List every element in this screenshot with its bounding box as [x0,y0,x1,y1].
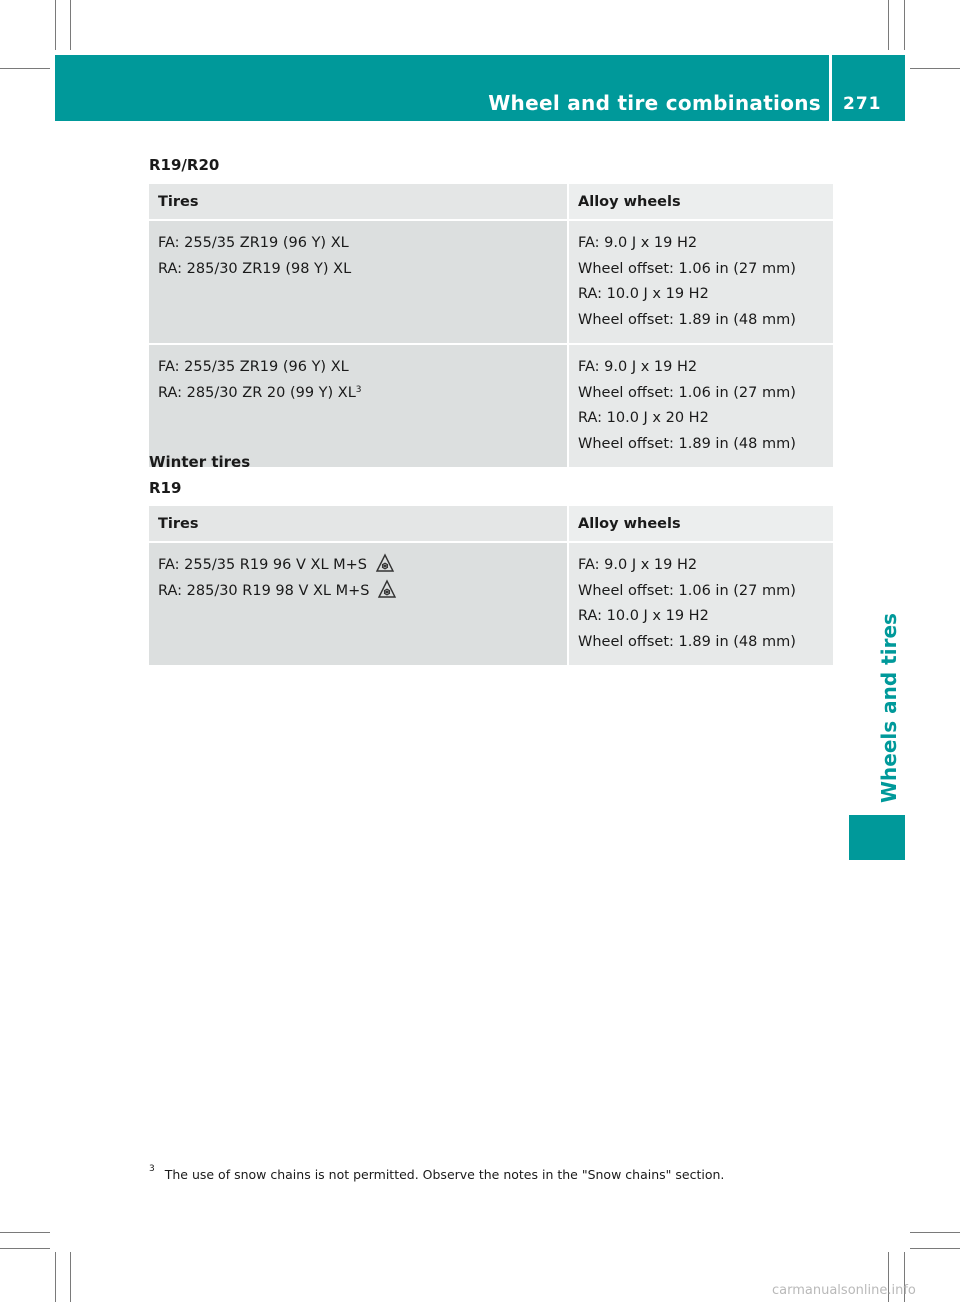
page-header [55,55,905,121]
column-header-tires: Tires [149,506,568,542]
crop-mark [0,1248,50,1249]
crop-mark [55,1252,56,1302]
wheel-spec: FA: 9.0 J x 19 H2 [578,235,698,251]
page-title: Wheel and tire combinations [488,91,821,115]
footnote [149,1164,725,1182]
wheel-spec: Wheel offset: 1.06 in (27 mm) [578,582,796,599]
watermark: carmanualsonline.info [772,1283,916,1298]
wheels-cell [568,542,833,665]
page-number: 271 [843,94,882,114]
column-header-tires: Tires [149,184,568,220]
wheel-spec: FA: 9.0 J x 19 H2 [578,557,698,573]
chapter-tab-label: Wheels and tires [877,613,901,803]
wheel-spec: Wheel offset: 1.89 in (48 mm) [578,435,796,452]
crop-mark [0,68,50,69]
crop-mark [910,1232,960,1233]
crop-mark [888,0,889,50]
tire-spec: RA: 285/30 R19 98 V XL M+S [158,582,370,599]
column-header-alloy-wheels: Alloy wheels [568,506,833,542]
tire-spec-with-icon [158,553,558,579]
chapter-tab [849,121,905,809]
table-row [149,344,833,467]
tire-spec-with-footnote [158,381,558,407]
crop-mark [910,68,960,69]
section-heading: R19/R20 [149,156,220,174]
wheel-spec: Wheel offset: 1.06 in (27 mm) [578,260,796,277]
header-divider [829,55,832,121]
footnote-text: The use of snow chains is not permitted. Observe the notes in the "Snow chains" section. [164,1167,725,1182]
section-heading: Winter tires [149,453,251,471]
chapter-marker [849,815,905,860]
tires-cell [149,542,568,665]
tire-table-r19-r20 [149,184,833,467]
tire-spec: RA: 285/30 ZR 20 (99 Y) XL [158,384,356,401]
tire-spec: FA: 255/35 ZR19 (96 Y) XL [158,359,349,375]
wheel-spec: Wheel offset: 1.06 in (27 mm) [578,384,796,401]
crop-mark [904,0,905,50]
table-row [149,220,833,344]
wheels-cell [568,220,833,344]
footnote-marker: 3 [355,384,362,395]
column-header-alloy-wheels: Alloy wheels [568,184,833,220]
tire-spec: RA: 285/30 ZR19 (98 Y) XL [158,260,352,277]
wheel-spec: Wheel offset: 1.89 in (48 mm) [578,311,796,328]
tires-cell [149,220,568,344]
wheel-spec: FA: 9.0 J x 19 H2 [578,359,698,375]
crop-mark [70,0,71,50]
mountain-snowflake-icon [377,579,397,599]
crop-mark [910,1248,960,1249]
footnote-number: 3 [149,1164,155,1174]
winter-tire-table-r19 [149,506,833,665]
section-subheading: R19 [149,479,182,497]
tires-cell [149,344,568,467]
wheels-cell [568,344,833,467]
crop-mark [55,0,56,50]
crop-mark [70,1252,71,1302]
tire-spec-with-icon [158,579,558,605]
wheel-spec: RA: 10.0 J x 20 H2 [578,410,709,426]
tire-spec: FA: 255/35 R19 96 V XL M+S [158,557,367,573]
wheel-spec: RA: 10.0 J x 19 H2 [578,286,709,302]
wheel-spec: Wheel offset: 1.89 in (48 mm) [578,633,796,650]
wheel-spec: RA: 10.0 J x 19 H2 [578,608,709,624]
mountain-snowflake-icon [375,553,395,573]
table-row [149,542,833,665]
tire-spec: FA: 255/35 ZR19 (96 Y) XL [158,235,349,251]
crop-mark [0,1232,50,1233]
